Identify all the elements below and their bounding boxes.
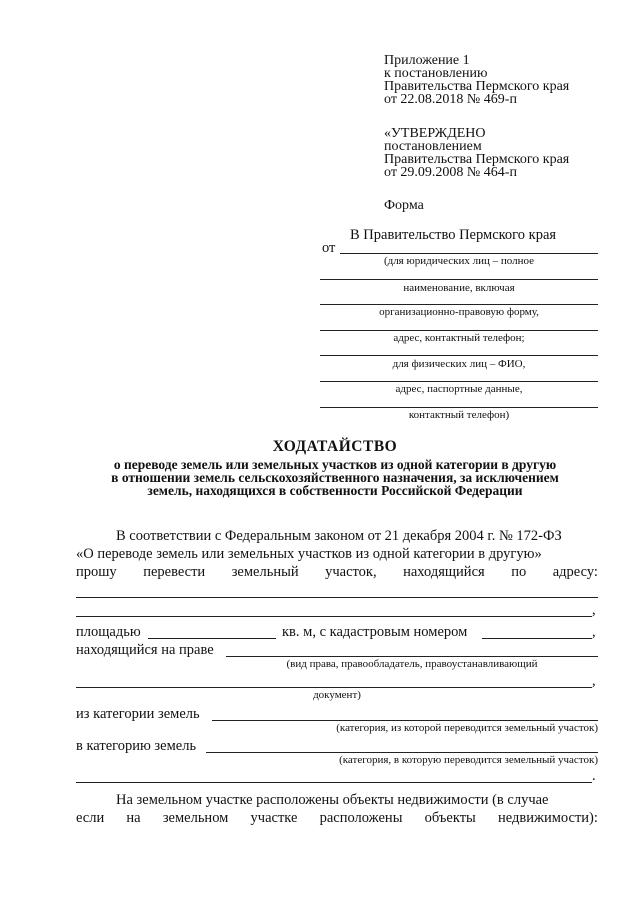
appendix-line-3: Правительства Пермского края: [384, 79, 570, 94]
word: земельном: [162, 810, 229, 826]
addressee-line[interactable]: [340, 253, 598, 254]
approved-line-1: «УТВЕРЖДЕНО: [384, 126, 486, 141]
area-unit-label: кв. м, с кадастровым номером: [282, 624, 468, 640]
approved-line-4: от 29.09.2008 № 464-п: [384, 165, 517, 180]
addressee-hint: для физических лиц – ФИО,: [392, 358, 526, 370]
word: земельный: [231, 564, 299, 580]
addressee-line[interactable]: [320, 330, 598, 331]
to-category-input-line[interactable]: [206, 752, 598, 753]
address-line[interactable]: [76, 597, 598, 598]
appendix-line-4: от 22.08.2018 № 469-п: [384, 92, 517, 107]
to-category-input-line[interactable]: [76, 782, 592, 783]
word: участке: [250, 810, 298, 826]
form-label: Форма: [384, 198, 424, 213]
subtitle-line-2: в отношении земель сельскохозяйственного назначения, за исключением: [111, 470, 559, 485]
word: объекты: [424, 810, 476, 826]
addressee-hint: наименование, включая: [403, 282, 515, 294]
addressee-hint: (для юридических лиц – полное: [383, 255, 535, 267]
subtitle-line-1: о переводе земель или земельных участков из одной категории в другую: [113, 457, 557, 472]
comma: ,: [592, 602, 596, 618]
addressee-line[interactable]: [320, 407, 598, 408]
word: на: [126, 810, 141, 826]
from-category-label: из категории земель: [76, 706, 200, 722]
word: если: [76, 810, 105, 826]
area-input-line[interactable]: [148, 638, 276, 639]
right-hint: (вид права, правообладатель, правоустанавливающий: [286, 658, 538, 670]
area-label: площадью: [76, 624, 141, 640]
appendix-line-1: Приложение 1: [384, 53, 470, 68]
para2-line-1: На земельном участке расположены объекты недвижимости (в случае: [116, 792, 549, 808]
document-title: ХОДАТАЙСТВО: [272, 438, 398, 455]
word: недвижимости):: [497, 810, 598, 826]
address-line[interactable]: [76, 616, 592, 617]
appendix-line-2: к постановлению: [384, 66, 488, 81]
addressee-line[interactable]: [320, 304, 598, 305]
addressee-line[interactable]: [320, 355, 598, 356]
to-category-hint: (категория, в которую переводится земельный участок): [339, 754, 598, 766]
comma: ,: [592, 624, 596, 640]
word: находящийся: [403, 564, 485, 580]
right-hint-2: документ): [313, 689, 361, 701]
word: адресу:: [552, 564, 598, 580]
from-category-hint: (категория, из которой переводится земельный участок): [336, 722, 598, 734]
addressee-to: В Правительство Пермского края: [350, 227, 557, 243]
para2-line-2: [76, 810, 598, 827]
para1-line-1: В соответствии с Федеральным законом от 21 декабря 2004 г. № 172-ФЗ: [116, 528, 562, 544]
cadastral-input-line[interactable]: [482, 638, 592, 639]
para1-line-3: [76, 564, 598, 581]
word: прошу: [76, 564, 117, 580]
addressee-hint: адрес, контактный телефон;: [393, 332, 525, 344]
right-label: находящийся на праве: [76, 642, 214, 658]
word: перевести: [143, 564, 206, 580]
approved-line-2: постановлением: [384, 139, 482, 154]
from-category-input-line[interactable]: [212, 720, 598, 721]
para1-line-2: «О переводе земель или земельных участков из одной категории в другую»: [76, 546, 542, 562]
addressee-hint: организационно-правовую форму,: [379, 306, 539, 318]
addressee-hint: контактный телефон): [408, 409, 510, 421]
right-input-line[interactable]: [226, 656, 598, 657]
comma: ,: [592, 673, 596, 689]
period: .: [592, 768, 596, 784]
addressee-line[interactable]: [320, 279, 598, 280]
word: по: [511, 564, 527, 580]
to-category-label: в категорию земель: [76, 738, 197, 754]
subtitle-line-3: земель, находящихся в собственности Российской Федерации: [147, 483, 523, 498]
addressee-hint: адрес, паспортные данные,: [395, 383, 523, 395]
word: расположены: [319, 810, 403, 826]
word: участок,: [325, 564, 377, 580]
addressee-line[interactable]: [320, 381, 598, 382]
addressee-from-label: от: [322, 240, 336, 256]
right-input-line[interactable]: [76, 687, 592, 688]
approved-line-3: Правительства Пермского края: [384, 152, 570, 167]
